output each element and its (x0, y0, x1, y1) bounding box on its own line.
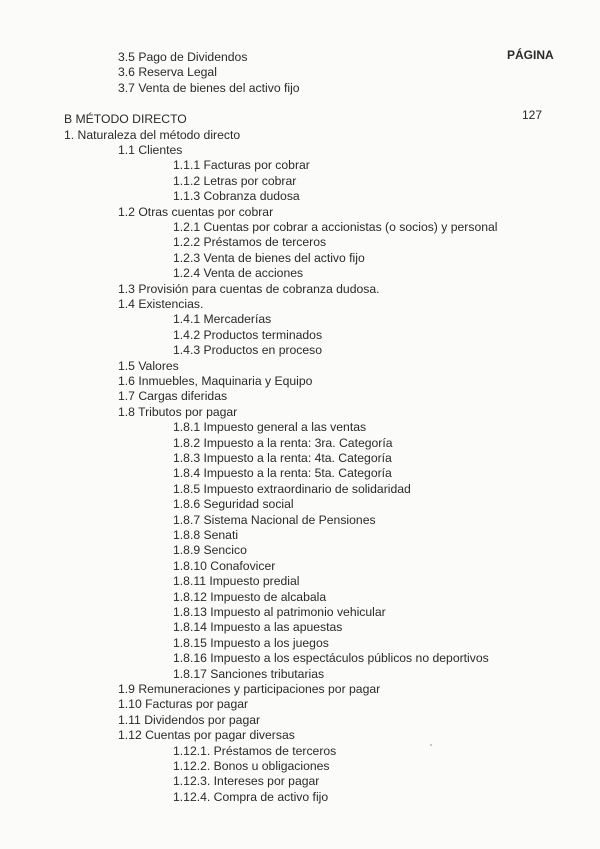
toc-subsection: 1.8.2 Impuesto a la renta: 3ra. Categoría (173, 435, 393, 450)
toc-subsection: 1.2.2 Préstamos de terceros (173, 235, 327, 250)
toc-subsection: 1.12.2. Bonos u obligaciones (173, 759, 330, 773)
toc-subsection: 1.1.3 Cobranza dudosa (173, 189, 300, 204)
toc-subsection: 1.4.1 Mercaderías (173, 312, 272, 327)
toc-section: 1.6 Inmuebles, Maquinaria y Equipo (118, 374, 313, 388)
toc-subsection: 1.1.2 Letras por cobrar (173, 173, 297, 188)
toc-section: 1.4 Existencias. (118, 297, 204, 311)
toc-subsection: 1.12.1. Préstamos de terceros (173, 743, 337, 758)
toc-subsection: 1.2.1 Cuentas por cobrar a accionistas (o socios) y personal (173, 220, 498, 234)
toc-subsection: 1.12.3. Intereses por pagar (173, 774, 320, 789)
toc-section: 1.9 Remuneraciones y participaciones por pagar (118, 682, 381, 696)
toc-subsection: 1.8.12 Impuesto de alcabala (173, 589, 327, 604)
toc-subsection: 1.8.7 Sistema Nacional de Pensiones (173, 512, 376, 527)
toc-subsection: 1.2.4 Venta de acciones (173, 266, 304, 281)
toc-subsection: 1.8.11 Impuesto predial (173, 574, 300, 589)
pagina-header: PÁGINA (507, 48, 554, 62)
scan-speck (430, 744, 432, 746)
toc-section: 3.5 Pago de Dividendos (118, 50, 248, 64)
toc-section: 3.7 Venta de bienes del activo fijo (118, 80, 300, 95)
toc-subsection: 1.1.1 Facturas por cobrar (173, 158, 310, 173)
toc-heading: 1. Naturaleza del método directo (64, 127, 241, 142)
toc-subsection: 1.4.2 Productos terminados (173, 327, 323, 342)
toc-section: 1.12 Cuentas por pagar diversas (118, 728, 295, 743)
toc-section: 1.11 Dividendos por pagar (118, 712, 261, 727)
toc-section: 1.7 Cargas diferidas (118, 389, 228, 404)
toc-section: 1.3 Provisión para cuentas de cobranza dudosa. (118, 281, 380, 296)
toc-section: 1.2 Otras cuentas por cobrar (118, 204, 274, 219)
toc-subsection: 1.8.3 Impuesto a la renta: 4ta. Categoría (173, 451, 392, 465)
toc-subsection: 1.8.16 Impuesto a los espectáculos públicos no deportivos (173, 651, 489, 666)
toc-section: 1.10 Facturas por pagar (118, 697, 249, 712)
toc-subsection: 1.8.1 Impuesto general a las ventas (173, 420, 367, 435)
toc-subsection: 1.4.3 Productos en proceso (173, 343, 323, 358)
toc-section: 1.5 Valores (118, 358, 179, 373)
toc-subsection: 1.8.10 Conafovicer (173, 558, 276, 573)
toc-subsection: 1.8.9 Sencico (173, 543, 247, 558)
toc-subsection: 1.8.5 Impuesto extraordinario de solidaridad (173, 481, 411, 496)
toc-subsection: 1.2.3 Venta de bienes del activo fijo (173, 250, 365, 265)
toc-subsection: 1.8.17 Sanciones tributarias (173, 666, 325, 681)
toc-section: 1.8 Tributos por pagar (118, 404, 238, 419)
toc-subsection: 1.8.4 Impuesto a la renta: 5ta. Categoría (173, 466, 392, 481)
toc-section: 1.1 Clientes (118, 143, 183, 157)
toc-subsection: 1.8.13 Impuesto al patrimonio vehicular (173, 605, 386, 619)
toc-subsection: 1.8.8 Senati (173, 528, 239, 542)
toc-subsection: 1.12.4. Compra de activo fijo (173, 789, 329, 804)
toc-subsection: 1.8.6 Seguridad social (173, 497, 294, 512)
toc-heading: B MÉTODO DIRECTO (64, 112, 187, 127)
toc-subsection: 1.8.14 Impuesto a las apuestas (173, 620, 343, 635)
toc-section: 3.6 Reserva Legal (118, 65, 217, 80)
toc-subsection: 1.8.15 Impuesto a los juegos (173, 635, 329, 650)
page-number: 127 (522, 108, 543, 122)
